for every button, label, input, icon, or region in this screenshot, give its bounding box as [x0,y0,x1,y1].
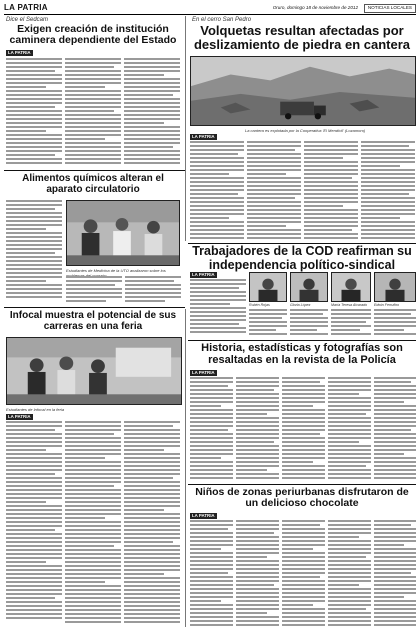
cod-photo-4 [374,272,416,302]
chocolate-body-col-2 [236,520,279,626]
alimentos-photo [66,200,180,266]
cod-photo-1 [249,272,287,302]
chocolate-body-col-5 [374,520,416,626]
cod-body-col-3 [290,309,328,337]
sedcam-body-col-2 [65,58,121,168]
cod-body-col-1 [190,279,246,337]
cod-headline: Trabajadores de la COD reafirman su independencia político-sindical [192,244,412,272]
section-label: NOTICIAS LOCALES [364,4,416,13]
cod-photo-caption-1: Rubén Rojas [249,303,270,307]
policia-body-col-5 [374,377,416,482]
infocal-tag: LA PATRIA [8,414,31,419]
policia-headline: Historia, estadísticas y fotografías son resaltadas en la revista de la Policía [201,342,403,366]
alimentos-body-col-1 [6,200,62,300]
infocal-photo-caption: Estudiantes de Infocal en la feria [6,407,65,412]
sedcam-body-col-1 [6,58,62,168]
policia-tag: LA PATRIA [192,370,215,375]
cod-photo-2 [290,272,328,302]
cod-photo-3 [331,272,371,302]
masthead [4,3,416,15]
column-divider [185,309,186,627]
volquetas-body-col-4 [361,141,415,241]
section-rule [188,340,416,341]
cantera-photo [190,56,416,126]
sedcam-tag: LA PATRIA [8,50,31,55]
infocal-headline: Infocal muestra el potencial de sus carreras en una feria [9,310,177,332]
cod-tag: LA PATRIA [192,272,215,277]
policia-body-col-1 [190,377,233,482]
infocal-photo [6,337,182,405]
column-divider [185,16,186,241]
volquetas-body-col-1 [190,141,244,241]
infocal-body-col-3 [124,421,180,626]
alimentos-photo-caption: Estudiantes de Medicina de la UTO analizaron sobre los [66,268,166,273]
chocolate-body-col-1 [190,520,233,626]
policia-body-col-2 [236,377,279,482]
volquetas-body-col-2 [247,141,301,241]
section-rule [4,170,185,171]
chocolate-body-col-4 [328,520,371,626]
newspaper-logo: LA PATRIA [4,3,48,12]
chocolate-tag: LA PATRIA [192,513,215,518]
infocal-body-col-1 [6,421,62,626]
cod-body-col-5 [374,309,416,337]
dateline: Oruro, domingo 18 de noviembre de 2012 [272,5,358,10]
sedcam-headline: Exigen creación de institución caminera dependiente del Estado [9,23,177,47]
cantera-photo-caption: La cantera es explotada por la Cooperativa 'El Mendívil' (Lozamoro) [245,128,366,133]
volquetas-tag: LA PATRIA [192,134,215,139]
alimentos-headline: Alimentos químicos alteran el aparato circulatorio [22,173,164,195]
section-rule [188,484,416,485]
volquetas-body-col-3 [304,141,358,241]
cod-photo-caption-3: María Teresa Alvarado [331,303,368,307]
sedcam-kicker: Dice el Sedcam [6,17,49,23]
section-rule [4,307,185,308]
volquetas-headline: Volquetas resultan afectadas por deslizamiento de piedra en cantera [193,23,411,53]
volquetas-kicker: En el cerro San Pedro [192,17,252,23]
cod-body-col-4 [331,309,371,337]
policia-body-col-4 [328,377,371,482]
alimentos-body-col-2 [66,276,122,306]
cod-photo-caption-2: Gloria López [290,303,311,307]
alimentos-body-col-3 [125,276,181,306]
chocolate-headline: Niños de zonas periurbanas disfrutaron de un delicioso chocolate [195,486,409,510]
infocal-body-col-2 [65,421,121,626]
policia-body-col-3 [282,377,325,482]
cod-photo-caption-4: Edwin Ferrufino [374,303,400,307]
sedcam-body-col-3 [124,58,180,168]
chocolate-body-col-3 [282,520,325,626]
cod-body-col-2 [249,309,287,337]
